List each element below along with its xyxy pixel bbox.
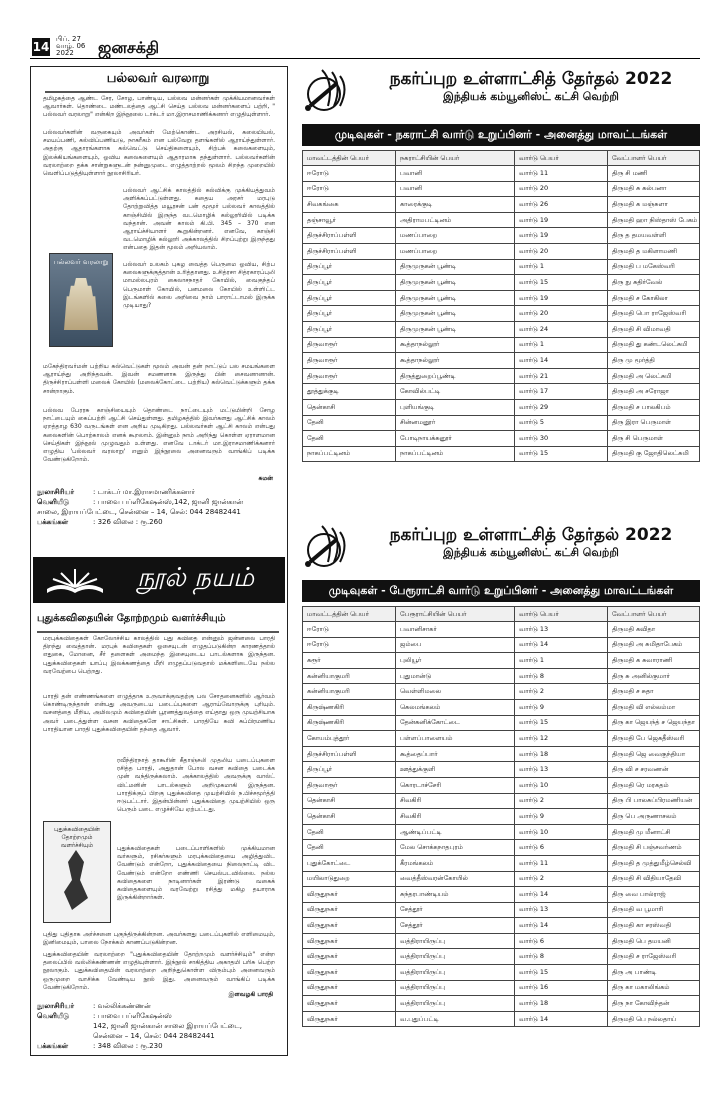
meta-row: நூலாசிரியர் : வல்லிக்கண்ணன் (37, 1002, 151, 1010)
table-cell: திருச்சிராப்பள்ளி (303, 243, 396, 259)
table-cell: திருமதி ஜெ வைகுந்தியா (608, 746, 700, 762)
table-row (303, 212, 700, 228)
table-row (303, 290, 700, 306)
date-line: 2022 (56, 49, 74, 57)
table-cell: திருமுருகன் பூண்டி (396, 275, 515, 291)
table-cell: வார்டு 15 (515, 965, 608, 981)
column-header: மாவட்டத்தின் பெயர் (303, 151, 396, 166)
table-cell: திருமுருகன் பூண்டி (396, 259, 515, 275)
table-cell: வார்டு 17 (515, 384, 608, 400)
table-row (303, 887, 700, 903)
table-cell: திருமதி அ சுமிதாபேகம் (608, 637, 700, 653)
table-cell: தென்காசி (303, 793, 396, 809)
table-row (303, 275, 700, 291)
table-cell: கரூர் (303, 653, 396, 669)
book1-cover-image (49, 253, 113, 347)
meta-row: பக்கங்கள் : 326 விலை : ரூ.260 (37, 518, 163, 526)
table-row (303, 166, 700, 182)
table-cell: திருவாரூர் (303, 337, 396, 353)
table-cell: திருமதி து கண்டலெட்சுமி (608, 337, 700, 353)
book2-paragraph: புதுக்கவிதைகள் படைப்பாளிகளில் முக்கியமான வர்களும், ரசிகர்களும் மரபுக்கவிதையை அழித்துவிட வேண்டும் என்றோ, புதுக்கவிதையை நிலைநாட்டி விட வேண்டும் என்றோ எண்ணி செயல்படவில்லை. நல்ல கவிதைகளை நாடினார்கள் இரண்டு வகைக் கவிதைகளையும் வரவேற்று ரசித்து மகிழ தயாராக இருக்கின்றார்கள். (117, 845, 275, 902)
section-heading: நகர்ப்புற உள்ளாட்சித் தேர்தல் 2022 (389, 525, 673, 545)
table-row (303, 793, 700, 809)
date-block (56, 36, 85, 57)
table-cell: தேனி (303, 824, 396, 840)
table-cell: திரு வை பால்ராஜ் (608, 887, 700, 903)
table-cell: பவானி (396, 181, 515, 197)
table-cell: திருமதி பெ நல்லதாய் (608, 1011, 700, 1027)
table-cell: சேத்தூர் (396, 902, 515, 918)
table-row (303, 1011, 700, 1027)
table-cell: திருமதி பே ஜெகதீஸ்வரி (608, 731, 700, 747)
table-cell: திருமதி த முத்துமீழ்செல்வி (608, 855, 700, 871)
book2-paragraph: புதுக்கவிதையின் வரலாற்றை "புதுக்கவிதையின் தோற்றமும் வளர்ச்சியும்" என்ற தலைப்பில் வல்லிக்கண்ணன் எழுதியுள்ளார். இந்நூல் சாகித்திய அகாதமி பரிசு பெற்ற நூலாகும். புதுக்கவிதையின் வரலாற்றை அறிந்துகொள்ள விரும்பும் அனைவரும் ஒருமுறை வாசிக்க வேண்டிய நூல் இது. அனைவரும் வாங்கிப் படிக்க வேண்டுகிறோம். (43, 951, 275, 991)
table-cell: வார்டு 15 (515, 446, 608, 462)
table-row (303, 306, 700, 322)
table-cell: அதிராமபட்டினம் (396, 212, 515, 228)
table-row (303, 181, 700, 197)
table-cell: திரு த தமயவள்ளி (608, 228, 700, 244)
book2-paragraph: மரபுக்கவிதைகள் கோலோச்சிய காலத்தில் புது கவிதை என்னும் ஜன்னலை பாரதி திறந்து வைத்தான். மரபுக் கவிதைகள் ஓசையுடன் எழுதப்படுகின்ற காரணத்தால் எதுகை, மோனை, சீர் தளைகள் அமைந்த இசையுடைய பாடல்களாக இருந்தன. புதுக்கவிதைகள் யாப்பு இலக்கணத்தை மீறி எழுதப்படுவதால் மக்களிடையே நல்ல வரவேற்பை பெற்றது. (43, 635, 275, 675)
table-cell: வார்டு 2 (515, 684, 608, 700)
table-row (303, 337, 700, 353)
book2-meta (37, 1001, 242, 1051)
table-cell: கன்னியாகுமரி (303, 684, 396, 700)
table-row (303, 622, 700, 638)
table-cell: கூத்தாநல்லூர் (396, 353, 515, 369)
meta-row: வெளியீடு : பாவை பப்ளிகேஷன்ஸ் (37, 1012, 172, 1020)
table-cell: வார்டு 15 (515, 715, 608, 731)
book1-title: பல்லவர் வரலாறு (45, 71, 271, 93)
table-cell: திருமதி கா சரஸ்வதி (608, 918, 700, 934)
table-cell: திருமதி வ பூமாரி (608, 902, 700, 918)
table-row (303, 197, 700, 213)
meta-row: சாலை, இராயப்பேட்டை, சென்னை – 14, செல்: 044 28482441 (37, 508, 241, 516)
table-cell: வார்டு 2 (515, 871, 608, 887)
table-cell: பவானி (396, 166, 515, 182)
table-row (303, 431, 700, 447)
book1-cover-title: பல்லவர் வரலாறு (53, 258, 109, 266)
book2-paragraph: ரவீந்திரநாத் தாகூரின் கீதாஞ்சலி முதலிய படைப்புகளை ரசித்த பாரதி, அதுதான் போல வசன கவிதை படைக்க முன் வந்திருக்கலாம். அக்காலத்தில் அவருக்கு வால்ட் விட்மனின் பாடல்களும் அறிமுகமாகி இருந்தன. பாரதிக்குப் பிறகு புதுக்கவிதை முயற்சியில் ந.பிச்சமூர்த்தி ஈடுபட்டார். இதன்பின்னர் புதுக்கவிதை முயற்சியில் ஒரு பெரும் படை எழுச்சியே ஏற்பட்டது. (117, 757, 275, 814)
table-cell: திருப்பூர் (303, 321, 396, 337)
table-cell: வார்டு 20 (515, 181, 608, 197)
book2-cover-title: புதுக்கவிதையின் தோற்றமும் வளர்ச்சியும் (54, 826, 100, 849)
table-cell: திருமதி சி விதியாதேவி (608, 871, 700, 887)
cpi-party-logo (302, 66, 358, 114)
table-row (303, 353, 700, 369)
table-cell: தென்காசி (303, 809, 396, 825)
table-row (303, 384, 700, 400)
book1-paragraph: பல்லவர் ஆட்சிக் காலத்தில் கல்விக்கு முக்கியத்துவம் அளிக்கப்பட்டுள்ளது. கதைய அரசர் மரபுடு தோற்றுவித்த மயூரசன் பன் மூமூர் பல்லவர் காலத்தில் காஞ்சியில் இருந்த வடமொழிக் கல்லூரியில் படிக்க வந்தான். அவன் காலம் கி.பி. 345 – 370 என ஆராய்ச்சியாளர் கூறுகின்றனர். எனவே, காஞ்சி வடமொழிக் கல்லூரி அக்காலத்தில் சிறப்புற்று இருந்தது என்பதை இதன் மூலம் அறியலாம். (123, 187, 275, 252)
book1-paragraph: பல்லவர்களின் வருகையும் அவர்கள் மேற்கொண்ட அரசியல், கலையியல், சமயப்பணி, கல்விப்பணியடு, நாகரீகம் என பல்வேறு தளங்களில் ஆராய்ந்துள்ளார். அதற்கு ஆதாரங்களாக கல்வெட்டு செய்திகளையும், சிற்பக் கலைகளையும், இலக்கியங்களையும், ஓவிய கலைகளையும் ஆதாரமாக தந்துள்ளார். பல்லவர்களின் வரலாற்றை தக்க சான்றுகளுடன் நன்னுமுடை எழுத்தாற்றல் மூலம் சிறந்த முறையில் வெளிப்படுத்தியுள்ளார் நூலாசிரியர். (43, 129, 275, 178)
table-cell: கீரமங்கலம் (396, 855, 515, 871)
table-cell: ஜம்பை (396, 637, 515, 653)
table-cell: திருப்பூர் (303, 275, 396, 291)
table-cell: சேத்தூர் (396, 918, 515, 934)
table-cell: கிருஷ்ணகிரி (303, 715, 396, 731)
table-cell: கூத்தாநல்லூர் (396, 337, 515, 353)
table-cell: ஈரோடு (303, 622, 396, 638)
section-bar: முடிவுகள் - பேரூராட்சி வார்டு உறுப்பினர் - அனைத்து மாவட்டங்கள் (302, 580, 700, 602)
table-cell: வார்டு 14 (515, 918, 608, 934)
table-cell: வார்டு 2 (515, 793, 608, 809)
table-cell: வார்டு 30 (515, 431, 608, 447)
section-subheading: இந்தியக் கம்யூனிஸ்ட் கட்சி வெற்றி (443, 90, 619, 103)
table-row (303, 980, 700, 996)
section-heading: நகர்ப்புற உள்ளாட்சித் தேர்தல் 2022 (389, 69, 673, 89)
table-cell: திரு சி மணி (608, 166, 700, 182)
table-cell: தேனி (303, 431, 396, 447)
table-cell: விருதுநகர் (303, 933, 396, 949)
table-cell: விருதுநகர் (303, 887, 396, 903)
table-cell: கோயம்புத்தூர் (303, 731, 396, 747)
table-cell: கொரடாச்சேரி (396, 777, 515, 793)
town-panchayat-results-table (302, 606, 700, 1027)
table-cell: வார்டு 26 (515, 197, 608, 213)
table-cell: திருவாரூர் (303, 368, 396, 384)
table-cell: நாகப்பட்டினம் (396, 446, 515, 462)
municipality-results-table (302, 150, 700, 462)
table-cell: திருமதி வி எல்லம்மா (608, 699, 700, 715)
table-cell: திருமதி மு மீனாட்சி (608, 824, 700, 840)
table-cell: வார்டு 1 (515, 653, 608, 669)
table-cell: வார்டு 5 (515, 415, 608, 431)
book2-reviewer: இளவழகி பாரதி (228, 991, 273, 998)
table-cell: வார்டு 18 (515, 996, 608, 1012)
table-cell: திருச்சிராப்பள்ளி (303, 228, 396, 244)
table-cell: திருப்பூர் (303, 259, 396, 275)
table-cell: வார்டு 9 (515, 699, 608, 715)
table-cell: வார்டு 19 (515, 228, 608, 244)
table-row (303, 415, 700, 431)
table-row (303, 996, 700, 1012)
table-cell: திருமதி சி பஞ்சவர்ணம் (608, 840, 700, 856)
table-cell: திருமதி த மகிளாமணி (608, 243, 700, 259)
page-number: 14 (32, 40, 50, 54)
masthead (30, 36, 700, 59)
table-cell: திருப்பூர் (303, 290, 396, 306)
book1-meta (37, 487, 243, 527)
table-cell: திருமதி கவிதா (608, 622, 700, 638)
table-cell: திருப்பூர் (303, 762, 396, 778)
table-header-row (303, 151, 700, 166)
table-cell: தஞ்சாவூர் (303, 212, 396, 228)
table-cell: வைத்தீஸ்வரன்கோயில் (396, 871, 515, 887)
table-cell: ஈரோடு (303, 637, 396, 653)
table-cell: திரு சி பெருமாள் (608, 431, 700, 447)
table-cell: திருமதி ச சுதா (608, 684, 700, 700)
table-cell: வார்டு 19 (515, 212, 608, 228)
book1-paragraph: மகேந்திரவர்மன் பற்றிய கல்வெட்டுகள் மூலம் அவன் தன் நாட்டுப் பல சமயங்களை ஆராய்ந்து அறிந்தவன். இவன் சமணனாக இருந்து பின் சைவனானான். திருச்சிராப்பள்ளி மலைக் கோயில் (மலைக்கோட்டை பற்றிய) கல்வெட்டுக்களும் தக்க சான்றாகும். (43, 363, 275, 395)
table-cell: வ.புதுப்பட்டி (396, 1011, 515, 1027)
meta-row: பக்கங்கள் : 348 விலை : ரூ.230 (37, 1042, 163, 1050)
table-cell: திருமதி ப மகேஸ்வரி (608, 259, 700, 275)
table-cell: பவானிசாகர் (396, 622, 515, 638)
meta-row: நூலாசிரியர் : டாக்டர் மா.இராசமாணிக்கனார் (37, 488, 195, 496)
table-cell: திரு இரா பெருமாள் (608, 415, 700, 431)
table-cell: திருச்சிராப்பள்ளி (303, 746, 396, 762)
table-cell: திரு மு மூர்த்தி (608, 353, 700, 369)
table-cell: வெள்ளிமலை (396, 684, 515, 700)
banner-title: நூல் நயம் (137, 563, 255, 593)
table-row (303, 824, 700, 840)
table-cell: தென்காசி (303, 399, 396, 415)
table-cell: தேன்கனிக்கோட்டை (396, 715, 515, 731)
table-cell: திருமுருகன் பூண்டி (396, 321, 515, 337)
table-cell: மேல சொக்கநாதபுரம் (396, 840, 515, 856)
table-row (303, 855, 700, 871)
table-cell: திருமதி கு ஜோதிலெட்சுமி (608, 446, 700, 462)
table-header-row (303, 607, 700, 622)
book2-paragraph: பாரதி தன் எண்ணங்களை எழுத்தாக உருவாக்குவதற்கு பல சோதனைகளில் ஆர்வம் கொண்டிருந்தான் என்பது அவருடைய படைப்புகளை ஆராய்வோருக்கு புரியும். வசனத்தை மீறிய, அமிலமும் கவிதையின் பூரணத்துவத்தை எய்தாது ஒரு முயற்சியாக அவர் படைத்துள்ள வசன கவிதைகளே சாட்சிகள். பாரதியே கவி சுப்பிரமணிய பாரதியான பாரதி புதுக்கவிதையின் தந்தை ஆவார். (43, 693, 275, 733)
table-row (303, 259, 700, 275)
meta-row: 142, ஜானி ஜான்கான் சாலை இராயப்பேட்டை, (93, 1022, 242, 1030)
book2-cover-image (43, 821, 111, 923)
table-cell: திருமதி சி விமாவதி (608, 321, 700, 337)
table-cell: ஊத்துக்குளி (396, 762, 515, 778)
table-cell: வார்டு 21 (515, 368, 608, 384)
table-row (303, 715, 700, 731)
table-row (303, 399, 700, 415)
table-cell: கிருஷ்ணகிரி (303, 699, 396, 715)
table-cell: மணப்பாறை (396, 228, 515, 244)
table-cell: வார்டு 14 (515, 353, 608, 369)
table-cell: ஈரோடு (303, 181, 396, 197)
table-cell: வத்திராயிருப்பு (396, 949, 515, 965)
table-cell: வார்டு 14 (515, 887, 608, 903)
table-cell: கூத்தைப்பார் (396, 746, 515, 762)
table-row (303, 918, 700, 934)
book1-paragraph: தமிழகத்தை ஆண்ட சேர, சோழ, பாண்டிய, பல்லவ மன்னர்கள் முக்கியமானவர்கள் ஆவார்கள். தொண்டை மண்டலத்தை ஆட்சி செய்த பல்லவ மன்னர்களைப் பற்றி, " பல்லவர் வரலாறு" என்கிற இந்நூலை டாக்டர் மா.இராசமாணிக்கனார் எழுதியுள்ளார். (43, 95, 275, 119)
table-cell: விருதுநகர் (303, 902, 396, 918)
table-cell: திருமதி பொ ராஜேஸ்வரி (608, 306, 700, 322)
newspaper-name: ஜனசக்தி (98, 38, 160, 57)
table-row (303, 368, 700, 384)
table-cell: திரு நு சுதிர்வேல் (608, 275, 700, 291)
table-cell: வார்டு 15 (515, 275, 608, 291)
table-cell: கன்னியாகுமரி (303, 668, 396, 684)
table-row (303, 228, 700, 244)
temple-illustration (64, 278, 98, 330)
table-cell: திருவாரூர் (303, 777, 396, 793)
table-cell: வார்டு 14 (515, 637, 608, 653)
table-cell: திருமதி ஹா நிஸ்தாஸ் பேகம் (608, 212, 700, 228)
table-cell: திருமுருகன் பூண்டி (396, 290, 515, 306)
table-row (303, 762, 700, 778)
table-cell: திரு நா கோவிந்தன் (608, 996, 700, 1012)
table-cell: வார்டு 13 (515, 762, 608, 778)
table-row (303, 933, 700, 949)
table-cell: திருமதி பெ தமயனி (608, 933, 700, 949)
table-cell: விருதுநகர் (303, 1011, 396, 1027)
date-line: வாழ். 06 (56, 42, 86, 50)
table-row (303, 321, 700, 337)
table-cell: வார்டு 19 (515, 290, 608, 306)
table-cell: ஆண்டிப்பட்டி (396, 824, 515, 840)
table-cell: விருதுநகர் (303, 980, 396, 996)
table-row (303, 446, 700, 462)
table-cell: திருத்துறைப்பூண்டி (396, 368, 515, 384)
table-cell: திருமதி ச ராஜேஸ்வரி (608, 949, 700, 965)
table-cell: கெலமங்கலம் (396, 699, 515, 715)
table-cell: திருமதி க மஞ்சுளா (608, 197, 700, 213)
table-cell: தூத்துக்குடி (303, 384, 396, 400)
table-cell: விருதுநகர் (303, 949, 396, 965)
table-cell: திரு அ பாண்டி (608, 965, 700, 981)
column-header: மாவட்டத்தின் பெயர் (303, 607, 396, 622)
table-cell: வார்டு 8 (515, 668, 608, 684)
table-row (303, 684, 700, 700)
table-row (303, 637, 700, 653)
table-cell: திருமதி ச பாலகிபம் (608, 399, 700, 415)
column-header: வேட்பாளர் பெயர் (608, 151, 700, 166)
table-row (303, 902, 700, 918)
date-line: பிப். 27 (56, 35, 81, 43)
book2-title: புதுக்கவிதையின் தோற்றமும் வளர்ச்சியும் (37, 613, 279, 633)
table-cell: வத்திராயிருப்பு (396, 965, 515, 981)
table-cell: ஈரோடு (303, 166, 396, 182)
table-cell: புதுமான்டு (396, 668, 515, 684)
table-cell: வார்டு 9 (515, 809, 608, 825)
table-cell: விருதுநகர் (303, 918, 396, 934)
table-cell: திருமதி ரெ மரகதம் (608, 777, 700, 793)
table-cell: வார்டு 1 (515, 337, 608, 353)
table-cell: கோவில்பட்டி (396, 384, 515, 400)
book1-paragraph: பல்லவர் உலகம் புகழ வைத்த பெருமை ஓவிய, சிற்ப கலைகளுக்குத்தான் உரித்தானது. உசித்ரசா சித்ரகாரப்புலி மாமல்லபுரம் கைலாசநாதர் கோயில், வைகுந்தப் பெருமாள் கோயில், பனமலை கோயில் உள்ளிட்ட இடங்களில் கலை அறிவை நாம் பாராட்டாமல் இருக்க முடியாது? (123, 261, 275, 310)
section-subheading: இந்தியக் கம்யூனிஸ்ட் கட்சி வெற்றி (443, 546, 619, 559)
book1-reviewer: சுமன் (258, 475, 273, 482)
table-cell: புலியூர் (396, 653, 515, 669)
table-cell: பள்ளப்பாளையம் (396, 731, 515, 747)
table-cell: மயிலாடுதுறை (303, 871, 396, 887)
table-cell: சுந்தரபாண்டியம் (396, 887, 515, 903)
table-cell: வார்டு 6 (515, 840, 608, 856)
meta-row: வெளியீடு : பாவை பப்ளிகேஷன்ஸ்,142, ஜானி ஜான்கான் (37, 498, 244, 506)
table-cell: புதுக்கோட்டை (303, 855, 396, 871)
table-cell: திரு பி பாலசுப்பிரமணியன் (608, 793, 700, 809)
table-row (303, 243, 700, 259)
table-cell: புளியங்குடி (396, 399, 515, 415)
table-cell: வார்டு 6 (515, 933, 608, 949)
table-cell: திருவாரூர் (303, 353, 396, 369)
municipality-results-section (302, 66, 700, 506)
table-cell: தேனி (303, 840, 396, 856)
table-cell: திருமதி அ லெட்சுமி (608, 368, 700, 384)
table-row (303, 699, 700, 715)
table-row (303, 668, 700, 684)
table-cell: திருப்பூர் (303, 306, 396, 322)
column-header: நகராட்சியின் பெயர் (396, 151, 515, 166)
table-cell: சிவகிரி (396, 793, 515, 809)
book-review-banner (33, 557, 285, 603)
table-row (303, 777, 700, 793)
table-cell: விருதுநகர் (303, 965, 396, 981)
table-row (303, 871, 700, 887)
table-row (303, 731, 700, 747)
book1-paragraph: பல்லவ பேரரசு காஞ்சியையும் தொண்டை நாட்டையும் மட்டுமின்றி சோழ நாட்டையும் கைப்பற்றி ஆட்சி செய்துள்ளது. தமிழகத்தில் இவர்களது ஆட்சிக் காலம் ஏறத்தாழ 630 வருடங்கள் என அறிய முடிகிறது. பல்லவர்கள் ஆட்சி காலம் என்பது கலைகளின் பொற்காலம் எனக் கூறலாம். இன்னும் நாம் அறிந்து கொள்ள ஏராளமான செய்திகள் இந்நூல் முழுவதும் உள்ளது. எனவே டாக்டர் மா.இராசமாணிக்கனார் எழுதிய 'பல்லவர் வரலாறு' எனும் இந்நூலை அனைவரும் வாங்கிப் படிக்க வேண்டுகிறோம். (43, 407, 275, 464)
table-cell: வார்டு 10 (515, 777, 608, 793)
table-row (303, 949, 700, 965)
column-header: வார்டு பெயர் (515, 151, 608, 166)
table-cell: வத்திராயிருப்பு (396, 996, 515, 1012)
table-cell: திரு கா மகாலிங்கம் (608, 980, 700, 996)
open-book-icon (45, 567, 105, 595)
column-header: பேரூராட்சியின் பெயர் (396, 607, 515, 622)
table-cell: வார்டு 1 (515, 259, 608, 275)
column-header: வேட்பாளர் பெயர் (608, 607, 700, 622)
table-cell: சிவகிரி (396, 809, 515, 825)
table-cell: திரு வி ச சரவணன் (608, 762, 700, 778)
table-cell: வத்திராயிருப்பு (396, 933, 515, 949)
cover-swirl-illustration (56, 850, 96, 910)
table-cell: வார்டு 13 (515, 902, 608, 918)
table-cell: வார்டு 24 (515, 321, 608, 337)
table-cell: நாகப்பட்டினம் (303, 446, 396, 462)
table-row (303, 840, 700, 856)
table-cell: வார்டு 14 (515, 1011, 608, 1027)
table-cell: வார்டு 11 (515, 166, 608, 182)
table-cell: வார்டு 13 (515, 622, 608, 638)
book2-paragraph: புதிது புதிதாக அர்ச்சனை புகுந்திருக்கின்றன. அவர்களது படைப்புகளில் எளிமையும், இனிமையும், பாலை நோக்கம் காணப்படுகின்றன. (43, 931, 275, 947)
table-cell: தேனி (303, 415, 396, 431)
section-bar: முடிவுகள் - நகராட்சி வார்டு உறுப்பினர் - அனைத்து மாவட்டங்கள் (302, 124, 700, 146)
table-cell: வார்டு 20 (515, 306, 608, 322)
table-cell: திரு கா ஜெயந்த் ச ஜெயந்தா (608, 715, 700, 731)
table-cell: காரைக்குடி (396, 197, 515, 213)
meta-row: சென்னை – 14, செல்: 044 28482441 (93, 1032, 215, 1040)
table-cell: போடிநாயக்கனூர் (396, 431, 515, 447)
table-cell: வார்டு 29 (515, 399, 608, 415)
table-cell: திருமதி சு கல்பனா (608, 181, 700, 197)
table-cell: சின்னமனூர் (396, 415, 515, 431)
table-cell: வார்டு 16 (515, 980, 608, 996)
table-row (303, 809, 700, 825)
table-row (303, 746, 700, 762)
table-row (303, 653, 700, 669)
table-cell: வார்டு 20 (515, 243, 608, 259)
table-cell: வத்திராயிருப்பு (396, 980, 515, 996)
table-cell: வார்டு 11 (515, 855, 608, 871)
town-panchayat-results-section (302, 522, 700, 1056)
table-cell: சிவகங்கை (303, 197, 396, 213)
table-cell: வார்டு 10 (515, 824, 608, 840)
table-cell: திருமதி க சுவாராணி (608, 653, 700, 669)
table-cell: விருதுநகர் (303, 996, 396, 1012)
table-cell: வார்டு 12 (515, 731, 608, 747)
table-cell: வார்டு 18 (515, 746, 608, 762)
book-review-column (30, 66, 288, 1056)
table-cell: திருமதி அ சரோஜா (608, 384, 700, 400)
table-cell: திருமதி ச கோகிலா (608, 290, 700, 306)
cpi-party-logo (302, 522, 358, 570)
table-cell: திருமுருகன் பூண்டி (396, 306, 515, 322)
table-row (303, 965, 700, 981)
table-cell: திரு பெ அருணாசலம் (608, 809, 700, 825)
column-header: வார்டு பெயர் (515, 607, 608, 622)
table-cell: வார்டு 8 (515, 949, 608, 965)
table-cell: திரு சு அனில்குமார் (608, 668, 700, 684)
table-cell: மணப்பாறை (396, 243, 515, 259)
